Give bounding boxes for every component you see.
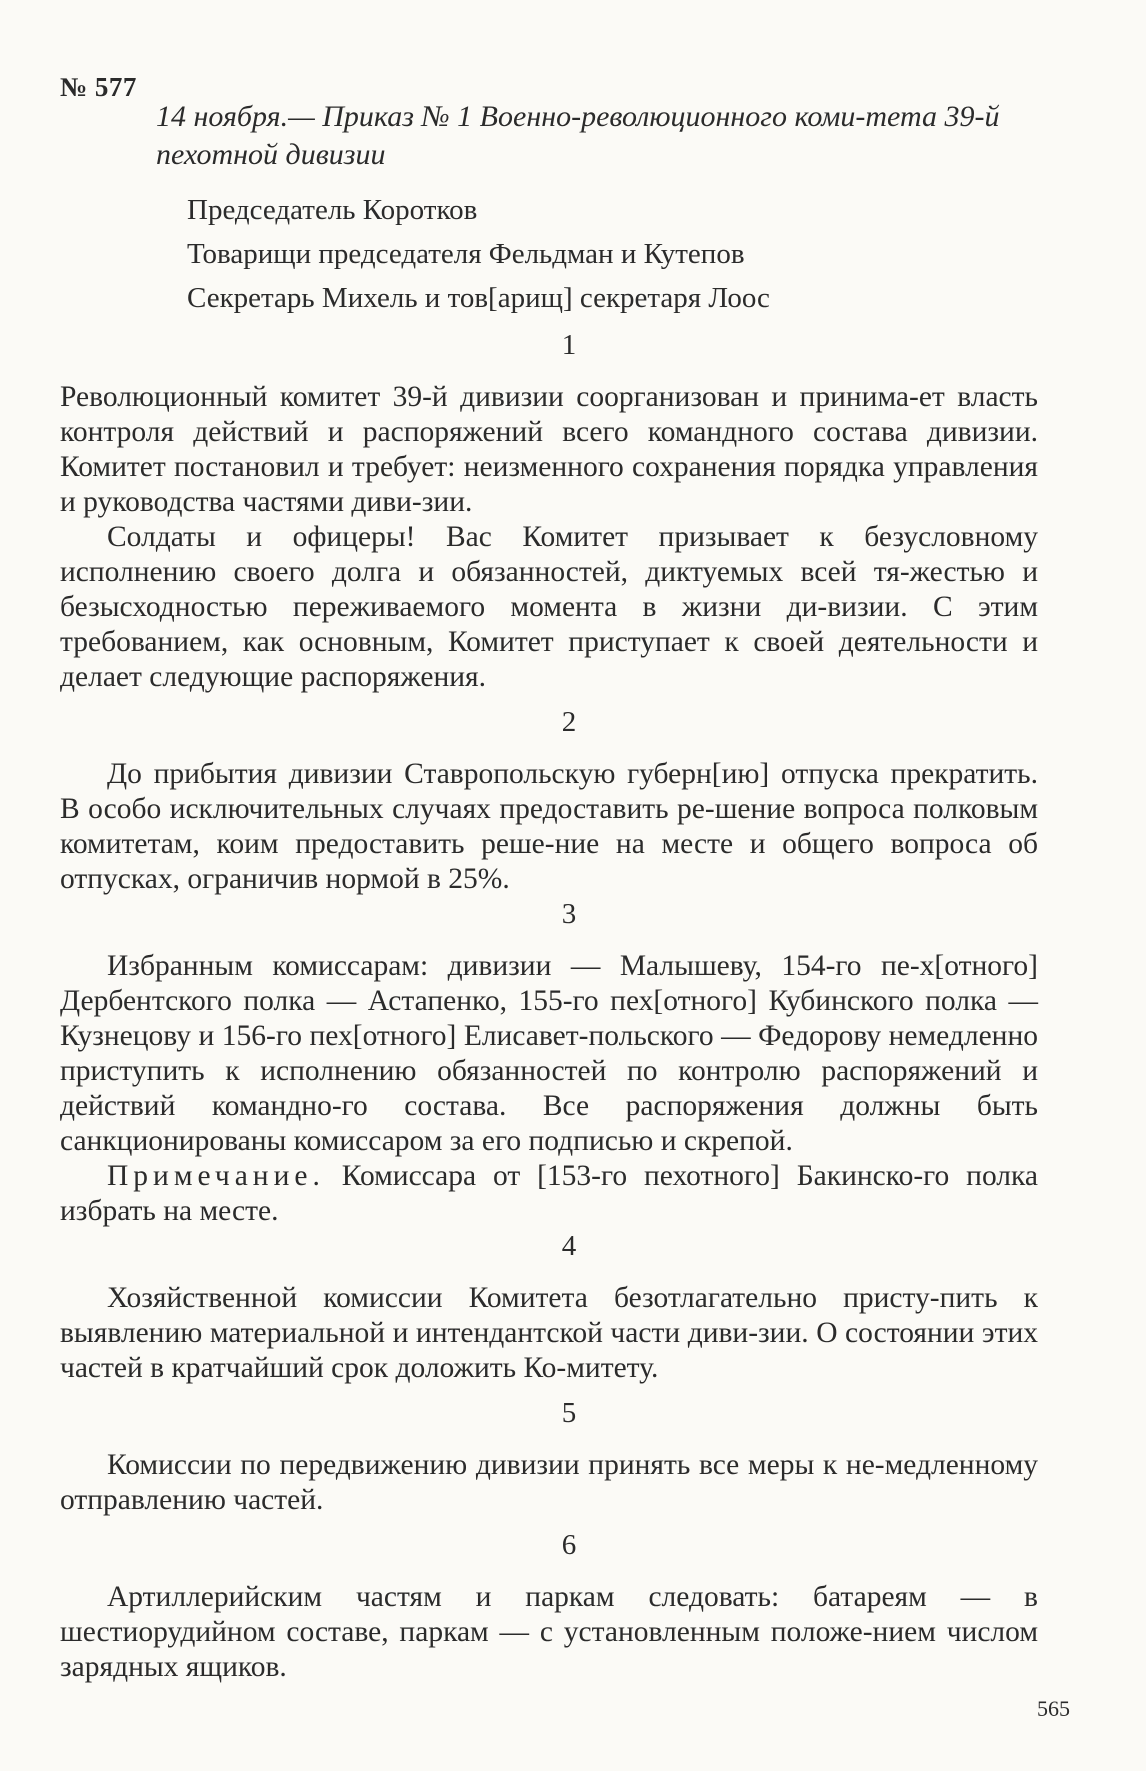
section-paragraph: До прибытия дивизии Ставропольскую губерн[ию] отпуска прекратить. В особо исключительных случаях предоставить ре-шение вопроса полковым комитетам, коим предоставить реше-ние на месте и общего вопроса об отпусках, ограничив нормой в 25%. — [60, 758, 1038, 895]
note-label: Примечание. — [107, 1160, 325, 1192]
section-paragraph: Солдаты и офицеры! Вас Комитет призывает к безусловному исполнению своего долга и обязанностей, диктуемых всей тя-жестью и безысходностью переживаемого момента в жизни ди-визии. С этим требованием, как основным, Комитет приступает к своей деятельности и делает следующие распоряжения. — [60, 521, 1038, 693]
document-page — [60, 60, 1070, 1750]
section-number: 2 — [561, 706, 577, 738]
order-content — [60, 328, 1038, 1685]
officer-line: Секретарь Михель и тов[арищ] секретаря Лоос — [187, 282, 770, 314]
section-note — [60, 1159, 1038, 1229]
officers-list — [187, 188, 770, 320]
section-number: 3 — [561, 898, 577, 930]
section-paragraph: Хозяйственной комиссии Комитета безотлагательно присту-пить к выявлению материальной и интендантской части диви-зии. О состоянии этих частей в кратчайший срок доложить Ко-митету. — [60, 1282, 1038, 1384]
section-number: 1 — [561, 329, 577, 361]
document-number: № 577 — [60, 72, 137, 102]
document-title: 14 ноября.— Приказ № 1 Военно-революционного коми-тета 39-й пехотной дивизии — [156, 100, 1000, 171]
section-paragraph: Революционный комитет 39-й дивизии соорганизован и принима-ет власть контроля действий и распоряжений всего командного состава дивизии. Комитет постановил и требует: неизменного сохранения порядка управления и руководства частями диви-зии. — [60, 381, 1038, 518]
section-paragraph: Комиссии по передвижению дивизии принять все меры к не-медленному отправлению частей. — [60, 1449, 1038, 1516]
section-number: 4 — [561, 1230, 577, 1262]
officer-line: Председатель Коротков — [187, 194, 478, 226]
note-text: Комиссара от [153-го пехотного] Бакинско-го полка избрать на месте. — [60, 1160, 1038, 1227]
section-paragraph: Артиллерийским частям и паркам следовать: батареям — в шестиорудийном составе, паркам — с установленным положе-нием числом зарядных ящиков. — [60, 1581, 1038, 1683]
section-number: 5 — [561, 1397, 577, 1429]
section-paragraph: Избранным комиссарам: дивизии — Малышеву, 154-го пе-х[отного] Дербентского полка — Астапенко, 155-го пех[отного] Кубинского полка — Кузнецову и 156-го пех[отного] Елисавет-польского — Федорову немедленно приступить к исполнению обязанностей по контролю распоряжений и действий командно-го состава. Все распоряжения должны быть санкционированы комиссаром за его подписью и скрепой. — [60, 950, 1038, 1157]
officer-line: Товарищи председателя Фельдман и Кутепов — [187, 238, 745, 270]
section-number: 6 — [561, 1529, 577, 1561]
page-number: 565 — [1037, 1696, 1070, 1721]
